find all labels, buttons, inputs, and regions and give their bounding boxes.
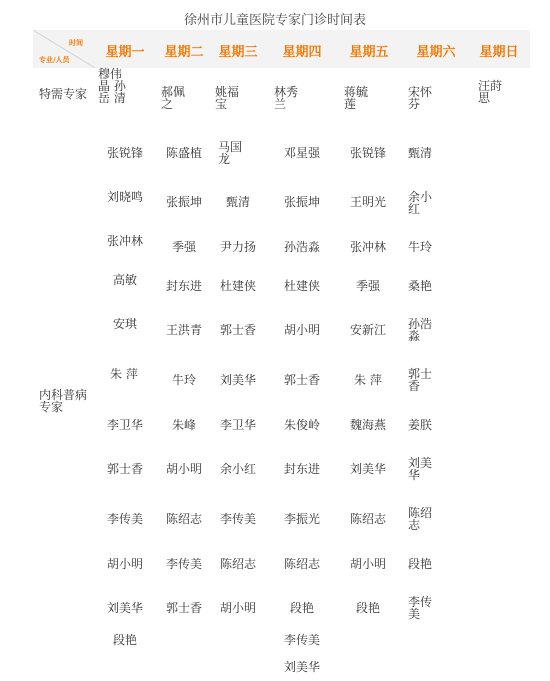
doctor-wed-1: 马国 龙	[218, 140, 243, 166]
doctor-sat-3: 牛玲	[408, 240, 433, 254]
special-doctor-sat: 宋怀 芬	[408, 85, 433, 111]
doctor-fri-6: 朱 萍	[354, 373, 382, 387]
day-header-thu: 星期四	[282, 45, 322, 60]
doctor-mon-3: 张冲林	[107, 234, 144, 248]
doctor-fri-5: 安新江	[350, 323, 387, 337]
doctor-sat-5: 孙浩 淼	[408, 317, 433, 343]
doctor-mon-11: 刘美华	[107, 601, 144, 615]
doctor-wed-2: 甄清	[226, 195, 251, 209]
doctor-mon-1: 张锐锋	[107, 146, 144, 160]
doctor-mon-10: 胡小明	[107, 557, 144, 571]
doctor-sat-10: 段艳	[408, 557, 433, 571]
doctor-fri-11: 段艳	[356, 601, 381, 615]
doctor-mon-5: 安琪	[113, 317, 138, 331]
doctor-thu-6: 郭士香	[284, 373, 321, 387]
special-doctor-mon: 穆伟 晶 孙岳 清	[98, 67, 126, 105]
doctor-thu-11: 段艳	[290, 601, 315, 615]
day-header-mon: 星期一	[105, 45, 145, 60]
doctor-tue-3: 季强	[172, 240, 197, 254]
doctor-sat-1: 甄清	[408, 146, 433, 160]
doctor-wed-11: 胡小明	[220, 601, 257, 615]
day-header-sun: 星期日	[479, 45, 519, 60]
day-header-sat: 星期六	[416, 45, 456, 60]
doctor-fri-2: 王明光	[350, 195, 387, 209]
special-doctor-fri: 蒋毓 莲	[344, 85, 369, 111]
doctor-thu-9: 李振光	[284, 512, 321, 526]
doctor-wed-6: 刘美华	[220, 373, 257, 387]
doctor-sat-11: 李传 美	[408, 595, 433, 621]
day-header-wed: 星期三	[218, 45, 258, 60]
doctor-mon-6: 朱 萍	[110, 367, 138, 381]
special-doctor-wed: 姚福 宝	[215, 85, 240, 111]
doctor-fri-1: 张锐锋	[350, 146, 387, 160]
doctor-fri-8: 刘美华	[350, 462, 387, 476]
doctor-sat-2: 余小 红	[408, 190, 433, 216]
doctor-wed-4: 杜建侠	[220, 279, 257, 293]
doctor-tue-6: 牛玲	[172, 373, 197, 387]
doctor-thu-1: 邓星强	[284, 146, 321, 160]
doctor-fri-7: 魏海燕	[350, 418, 387, 432]
doctor-tue-10: 李传美	[166, 557, 203, 571]
corner-time-label: 时间	[69, 39, 83, 47]
day-header-tue: 星期二	[164, 45, 204, 60]
page-title: 徐州市儿童医院专家门诊时间表	[183, 13, 366, 28]
corner-specialty-label: 专业/人员	[39, 56, 70, 64]
doctor-mon-7: 李卫华	[107, 418, 144, 432]
doctor-fri-10: 胡小明	[350, 557, 387, 571]
category-special-experts: 特需专家	[39, 87, 88, 101]
doctor-wed-3: 尹力扬	[220, 240, 257, 254]
doctor-wed-9: 李传美	[220, 512, 257, 526]
doctor-thu-4: 杜建侠	[284, 279, 321, 293]
doctor-sat-8: 刘美 华	[408, 456, 433, 482]
doctor-tue-4: 封东进	[166, 279, 203, 293]
doctor-mon-9: 李传美	[107, 512, 144, 526]
doctor-wed-8: 余小红	[220, 462, 257, 476]
doctor-mon-2: 刘晓鸣	[107, 190, 144, 204]
doctor-fri-4: 季强	[356, 279, 381, 293]
doctor-fri-3: 张冲林	[350, 240, 387, 254]
doctor-thu-5: 胡小明	[284, 323, 321, 337]
special-doctor-sun: 汪莳 思	[478, 79, 503, 105]
doctor-sat-4: 桑艳	[408, 279, 433, 293]
doctor-tue-5: 王洪青	[166, 323, 203, 337]
doctor-thu-3: 孙浩淼	[284, 240, 321, 254]
category-internal-medicine: 内科普病专家	[39, 388, 88, 414]
doctor-tue-7: 朱峰	[172, 418, 197, 432]
doctor-thu-2: 张振坤	[284, 195, 321, 209]
doctor-wed-7: 李卫华	[220, 418, 257, 432]
special-doctor-tue: 郝佩 之	[161, 85, 186, 111]
doctor-fri-9: 陈绍志	[350, 512, 387, 526]
doctor-thu-12: 李传美	[284, 633, 321, 647]
doctor-sat-9: 陈绍 志	[408, 506, 433, 532]
doctor-tue-11: 郭士香	[166, 601, 203, 615]
doctor-tue-1: 陈盛植	[166, 146, 203, 160]
doctor-thu-8: 封东进	[284, 462, 321, 476]
day-header-fri: 星期五	[349, 45, 389, 60]
doctor-thu-7: 朱俊岭	[284, 418, 321, 432]
doctor-sat-6: 郭士 香	[408, 367, 433, 393]
doctor-tue-2: 张振坤	[166, 195, 203, 209]
doctor-thu-10: 陈绍志	[284, 557, 321, 571]
doctor-sat-7: 姜朕	[408, 418, 433, 432]
doctor-tue-9: 陈绍志	[166, 512, 203, 526]
doctor-tue-8: 胡小明	[166, 462, 203, 476]
doctor-wed-5: 郭士香	[220, 323, 257, 337]
doctor-mon-12: 段艳	[113, 633, 138, 647]
doctor-wed-10: 陈绍志	[220, 557, 257, 571]
doctor-mon-8: 郭士香	[107, 462, 144, 476]
doctor-mon-4: 高敏	[113, 273, 138, 287]
doctor-thu-13: 刘美华	[284, 660, 321, 674]
special-doctor-thu: 林秀 兰	[274, 85, 299, 111]
